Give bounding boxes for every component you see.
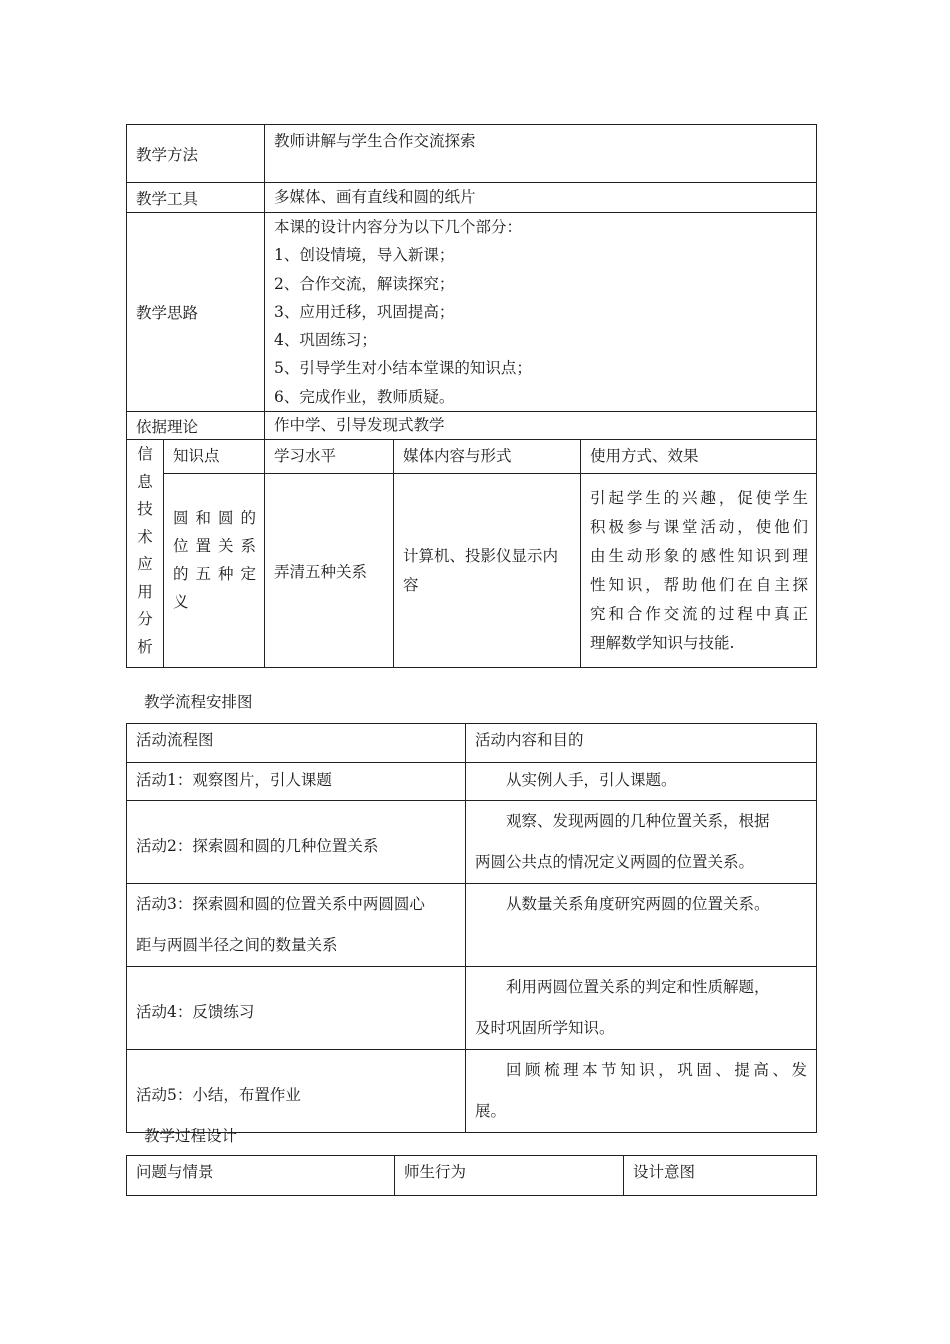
header-knowledge: 知识点 bbox=[164, 440, 265, 474]
knowledge-cell: 圆和圆的 位置关系 的五种定 义 bbox=[164, 474, 265, 668]
approach-steps bbox=[265, 213, 817, 412]
flow-activity: 活动3：探索圆和圆的位置关系中两圆圆心 距与两圆半径之间的数量关系 bbox=[127, 884, 466, 967]
approach-step: 3、应用迁移，巩固提高； bbox=[274, 302, 455, 321]
method-value: 教师讲解与学生合作交流探索 bbox=[265, 125, 817, 183]
flow-content: 观察、发现两圆的几种位置关系，根据 两圆公共点的情况定义两圆的位置关系。 bbox=[466, 801, 817, 884]
approach-step: 5、引导学生对小结本堂课的知识点； bbox=[274, 359, 532, 378]
approach-step: 4、巩固练习； bbox=[274, 331, 377, 350]
approach-step: 1、创设情境，导入新课； bbox=[274, 246, 455, 265]
approach-step: 6、完成作业，教师质疑。 bbox=[274, 387, 455, 406]
flow-activity: 活动1：观察图片，引人课题 bbox=[127, 763, 466, 801]
process-header-behavior: 师生行为 bbox=[395, 1156, 624, 1196]
flow-activity: 活动2：探索圆和圆的几种位置关系 bbox=[127, 801, 466, 884]
flow-title: 教学流程安排图 bbox=[144, 693, 253, 711]
approach-step: 2、合作交流，解读探究； bbox=[274, 274, 455, 293]
flow-header-content: 活动内容和目的 bbox=[466, 724, 817, 763]
level-cell: 弄清五种关系 bbox=[265, 474, 394, 668]
it-analysis-label: 信 息 技 术 应 用 分 析 bbox=[127, 440, 164, 668]
flow-content: 回顾梳理本节知识，巩固、提高、发 展。 bbox=[466, 1050, 817, 1133]
process-header-scene: 问题与情景 bbox=[127, 1156, 395, 1196]
header-level: 学习水平 bbox=[265, 440, 394, 474]
approach-label: 教学思路 bbox=[127, 213, 265, 412]
flow-content: 利用两圆位置关系的判定和性质解题， 及时巩固所学知识。 bbox=[466, 967, 817, 1050]
overview-table bbox=[126, 124, 817, 668]
process-table bbox=[126, 1155, 817, 1196]
approach-intro: 本课的设计内容分为以下几个部分： bbox=[274, 218, 523, 236]
process-title: 教学过程设计 bbox=[144, 1127, 238, 1145]
flow-content: 从实例人手，引人课题。 bbox=[466, 763, 817, 801]
flow-table bbox=[126, 723, 817, 1133]
process-header-intent: 设计意图 bbox=[624, 1156, 817, 1196]
theory-value: 作中学、引导发现式教学 bbox=[265, 412, 817, 440]
flow-content: 从数量关系角度研究两圆的位置关系。 bbox=[466, 884, 817, 967]
media-cell: 计算机、投影仪显示内 容 bbox=[394, 474, 581, 668]
flow-activity: 活动4：反馈练习 bbox=[127, 967, 466, 1050]
theory-label: 依据理论 bbox=[127, 412, 265, 440]
method-label: 教学方法 bbox=[127, 125, 265, 183]
header-media: 媒体内容与形式 bbox=[394, 440, 581, 474]
effect-cell: 引起学生的兴趣，促使学生 积极参与课堂活动，使他们 由生动形象的感性知识到理 性知识，帮助他们在自主探 究和合作交流的过程中真正 理解数学知识与技能. bbox=[581, 474, 817, 668]
flow-activity: 活动5：小结，布置作业 bbox=[127, 1050, 466, 1133]
header-effect: 使用方式、效果 bbox=[581, 440, 817, 474]
flow-header-activity: 活动流程图 bbox=[127, 724, 466, 763]
tools-label: 教学工具 bbox=[127, 183, 265, 213]
tools-value: 多媒体、画有直线和圆的纸片 bbox=[265, 183, 817, 213]
